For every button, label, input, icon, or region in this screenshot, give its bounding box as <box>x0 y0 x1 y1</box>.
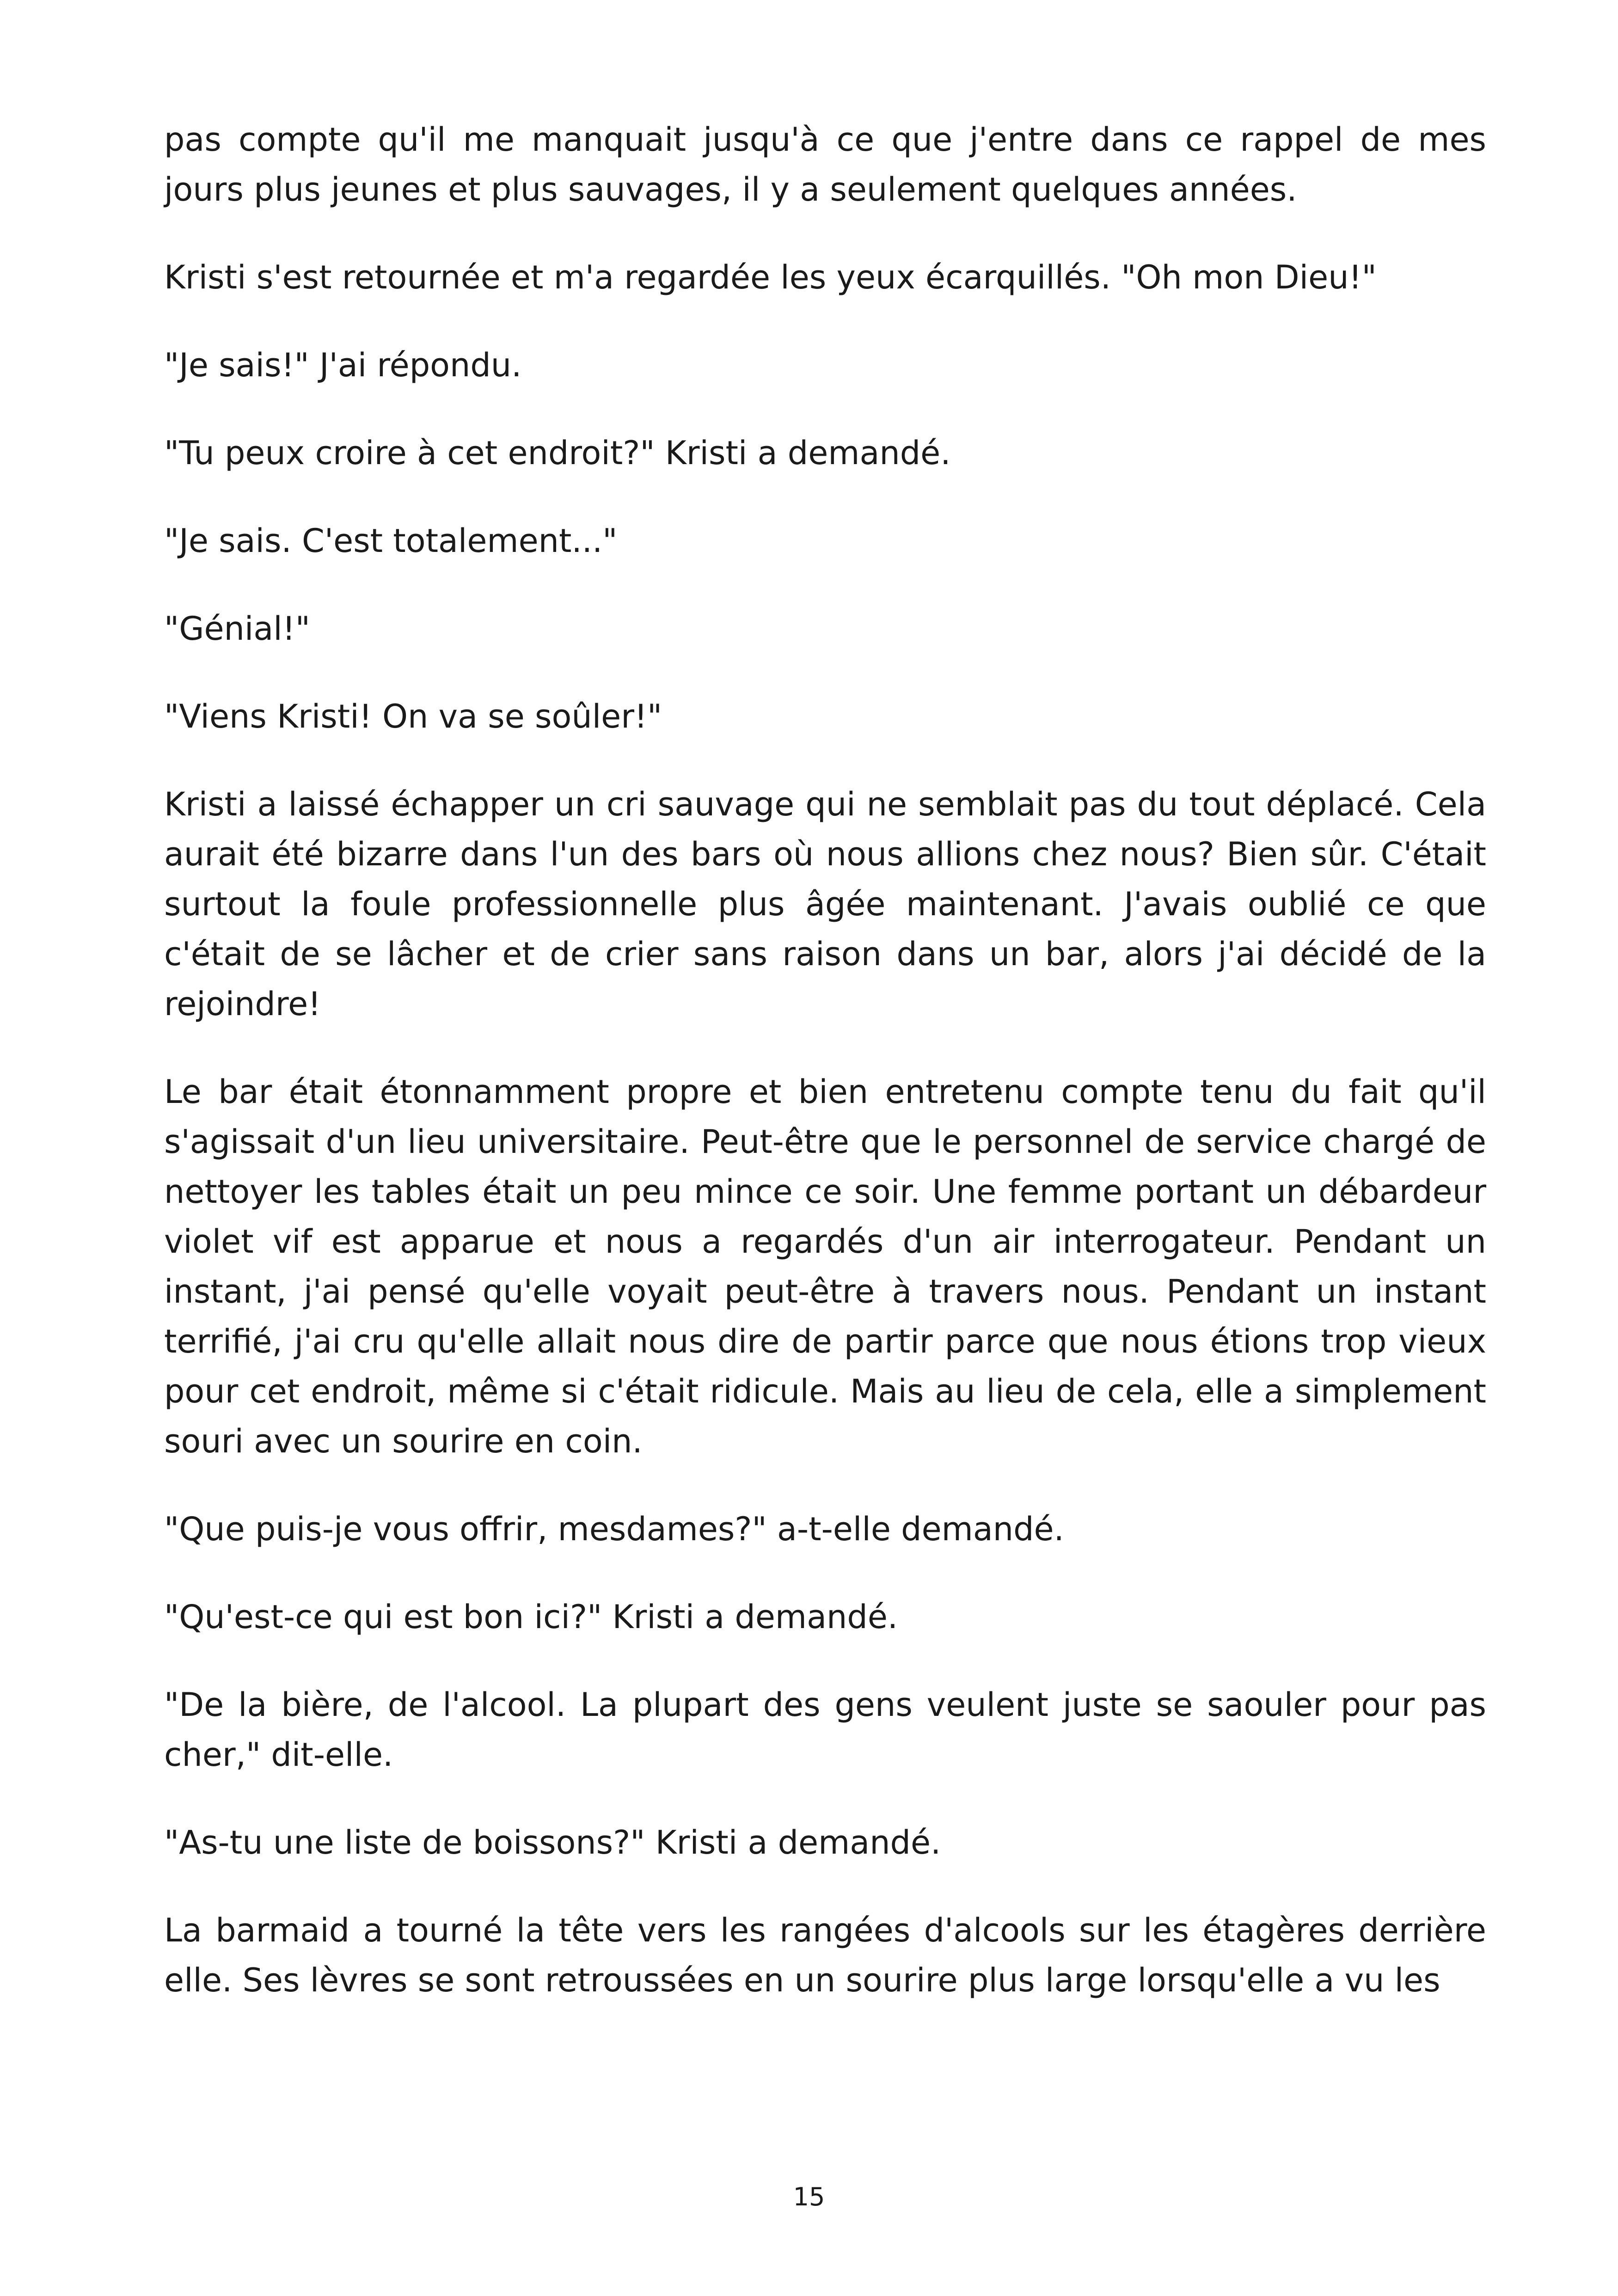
paragraph: Kristi s'est retournée et m'a regardée les yeux écarquillés. "Oh mon Dieu!" <box>164 258 1377 296</box>
body-text <box>164 115 1486 2043</box>
paragraph: "Viens Kristi! On va se soûler!" <box>164 698 662 735</box>
paragraph: "Tu peux croire à cet endroit?" Kristi a demandé. <box>164 434 951 472</box>
paragraph: Kristi a laissé échapper un cri sauvage qui ne semblait pas du tout déplacé. Cela aurait été bizarre dans l'un des bars où nous allions chez nous? Bien sûr. C'était surtout la foule professionnelle plus âgée maintenant. J'avais oublié ce que c'était de se lâcher et de crier sans raison dans un bar, alors j'ai décidé de la rejoindre! <box>164 785 1486 1023</box>
paragraph: "Je sais. C'est totalement..." <box>164 522 618 560</box>
paragraph: "Qu'est-ce qui est bon ici?" Kristi a demandé. <box>164 1598 898 1636</box>
paragraph: La barmaid a tourné la tête vers les rangées d'alcools sur les étagères derrière elle. Ses lèvres se sont retroussées en un sourire plus large lorsqu'elle a vu les <box>164 1911 1486 1999</box>
page-number: 15 <box>793 2182 825 2211</box>
paragraph: "De la bière, de l'alcool. La plupart des gens veulent juste se saouler pour pas cher," dit-elle. <box>164 1686 1486 1774</box>
paragraph: "Génial!" <box>164 610 310 648</box>
paragraph: "As-tu une liste de boissons?" Kristi a demandé. <box>164 1824 941 1861</box>
paragraph: pas compte qu'il me manquait jusqu'à ce que j'entre dans ce rappel de mes jours plus jeunes et plus sauvages, il y a seulement quelques années. <box>164 121 1486 208</box>
paragraph: "Je sais!" J'ai répondu. <box>164 346 522 384</box>
paragraph: "Que puis-je vous offrir, mesdames?" a-t-elle demandé. <box>164 1510 1064 1548</box>
paragraph: Le bar était étonnamment propre et bien entretenu compte tenu du fait qu'il s'agissait d'un lieu universitaire. Peut-être que le personnel de service chargé de nettoyer les tables était un peu mince ce soir. Une femme portant un débardeur violet vif est apparue et nous a regardés d'un air interrogateur. Pendant un instant, j'ai pensé qu'elle voyait peut-être à travers nous. Pendant un instant terrifié, j'ai cru qu'elle allait nous dire de partir parce que nous étions trop vieux pour cet endroit, même si c'était ridicule. Mais au lieu de cela, elle a simplement souri avec un sourire en coin. <box>164 1073 1486 1460</box>
